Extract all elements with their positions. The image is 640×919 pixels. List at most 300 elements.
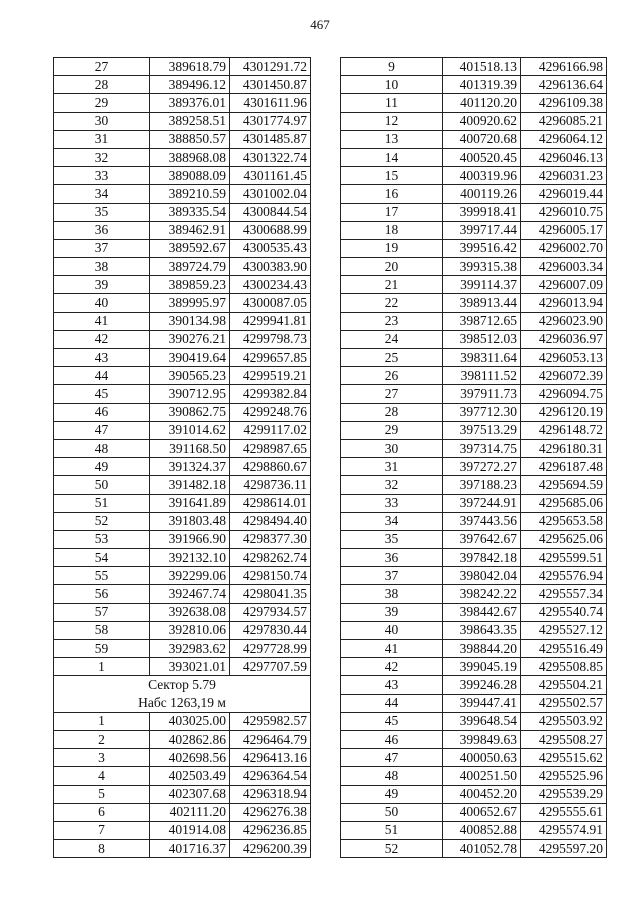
x-coordinate: 389496.12 [150,76,230,94]
table-row [341,148,607,166]
x-coordinate: 400050.63 [443,749,521,767]
point-number: 34 [54,185,150,203]
x-coordinate: 389462.91 [150,221,230,239]
y-coordinate: 4296064.12 [521,130,607,148]
table-row [54,821,311,839]
table-row [54,767,311,785]
y-coordinate: 4296136.64 [521,76,607,94]
point-number: 42 [341,658,443,676]
y-coordinate: 4295508.85 [521,658,607,676]
table-row [54,476,311,494]
table-row [54,403,311,421]
table-row [341,749,607,767]
point-number: 57 [54,603,150,621]
x-coordinate: 401914.08 [150,821,230,839]
y-coordinate: 4301291.72 [230,58,311,76]
y-coordinate: 4296464.79 [230,730,311,748]
table-row [54,221,311,239]
x-coordinate: 389335.54 [150,203,230,221]
y-coordinate: 4295540.74 [521,603,607,621]
table-row [341,167,607,185]
point-number: 6 [54,803,150,821]
y-coordinate: 4296085.21 [521,112,607,130]
table-row [341,458,607,476]
x-coordinate: 397513.29 [443,421,521,439]
y-coordinate: 4295516.49 [521,640,607,658]
point-number: 33 [54,167,150,185]
point-number: 48 [341,767,443,785]
point-number: 52 [54,512,150,530]
x-coordinate: 391641.89 [150,494,230,512]
x-coordinate: 397272.27 [443,458,521,476]
y-coordinate: 4297830.44 [230,621,311,639]
x-coordinate: 389995.97 [150,294,230,312]
y-coordinate: 4301322.74 [230,148,311,166]
table-row [341,803,607,821]
table-row [341,658,607,676]
table-row [341,349,607,367]
x-coordinate: 399045.19 [443,658,521,676]
table-row [54,112,311,130]
table-row [54,585,311,603]
table-row [54,439,311,457]
x-coordinate: 397642.67 [443,530,521,548]
table-row [54,94,311,112]
point-number: 41 [341,640,443,658]
table-row [341,712,607,730]
point-number: 47 [341,749,443,767]
point-number: 28 [54,76,150,94]
x-coordinate: 390134.98 [150,312,230,330]
table-row [341,676,607,694]
right-table-rows [341,58,607,858]
point-number: 7 [54,821,150,839]
point-number: 35 [54,203,150,221]
y-coordinate: 4296002.70 [521,239,607,257]
point-number: 54 [54,549,150,567]
x-coordinate: 398042.04 [443,567,521,585]
x-coordinate: 399849.63 [443,730,521,748]
y-coordinate: 4298614.01 [230,494,311,512]
y-coordinate: 4298494.40 [230,512,311,530]
point-number: 50 [54,476,150,494]
point-number: 20 [341,258,443,276]
table-row [341,239,607,257]
table-row [54,621,311,639]
y-coordinate: 4296120.19 [521,403,607,421]
y-coordinate: 4298041.35 [230,585,311,603]
table-row [341,821,607,839]
point-number: 56 [54,585,150,603]
x-coordinate: 390419.64 [150,349,230,367]
x-coordinate: 389618.79 [150,58,230,76]
point-number: 16 [341,185,443,203]
point-number: 46 [54,403,150,421]
point-number: 26 [341,367,443,385]
x-coordinate: 398643.35 [443,621,521,639]
x-coordinate: 390712.95 [150,385,230,403]
table-row [54,349,311,367]
y-coordinate: 4297728.99 [230,640,311,658]
y-coordinate: 4295557.34 [521,585,607,603]
table-row [341,530,607,548]
table-row [341,367,607,385]
table-row [54,640,311,658]
table-row [54,530,311,548]
table-row [341,385,607,403]
table-row [54,76,311,94]
point-number: 47 [54,421,150,439]
x-coordinate: 399447.41 [443,694,521,712]
point-number: 51 [341,821,443,839]
x-coordinate: 391966.90 [150,530,230,548]
point-number: 17 [341,203,443,221]
y-coordinate: 4296013.94 [521,294,607,312]
page-number: 467 [310,17,330,32]
y-coordinate: 4296010.75 [521,203,607,221]
point-number: 40 [341,621,443,639]
table-row [54,421,311,439]
table-row [341,112,607,130]
table-row [341,294,607,312]
x-coordinate: 399717.44 [443,221,521,239]
point-number: 24 [341,330,443,348]
x-coordinate: 398111.52 [443,367,521,385]
x-coordinate: 398844.20 [443,640,521,658]
table-row [341,603,607,621]
y-coordinate: 4295653.58 [521,512,607,530]
y-coordinate: 4297934.57 [230,603,311,621]
point-number: 35 [341,530,443,548]
y-coordinate: 4296276.38 [230,803,311,821]
point-number: 14 [341,148,443,166]
table-row [341,403,607,421]
x-coordinate: 402698.56 [150,749,230,767]
y-coordinate: 4296031.23 [521,167,607,185]
point-number: 8 [54,840,150,858]
y-coordinate: 4296036.97 [521,330,607,348]
x-coordinate: 400319.96 [443,167,521,185]
point-number: 23 [341,312,443,330]
y-coordinate: 4300688.99 [230,221,311,239]
table-row [54,148,311,166]
point-number: 43 [341,676,443,694]
table-row [341,276,607,294]
y-coordinate: 4299382.84 [230,385,311,403]
x-coordinate: 402307.68 [150,785,230,803]
point-number: 43 [54,349,150,367]
point-number: 21 [341,276,443,294]
x-coordinate: 400119.26 [443,185,521,203]
y-coordinate: 4295515.62 [521,749,607,767]
table-row [341,549,607,567]
point-number: 39 [341,603,443,621]
x-coordinate: 389724.79 [150,258,230,276]
x-coordinate: 390565.23 [150,367,230,385]
table-row [54,458,311,476]
point-number: 41 [54,312,150,330]
table-row [54,239,311,257]
point-number: 34 [341,512,443,530]
table-row [54,803,311,821]
point-number: 42 [54,330,150,348]
x-coordinate: 397188.23 [443,476,521,494]
table-row [341,767,607,785]
sector-header [54,676,311,712]
point-number: 5 [54,785,150,803]
x-coordinate: 400452.20 [443,785,521,803]
x-coordinate: 392299.06 [150,567,230,585]
point-number: 32 [341,476,443,494]
y-coordinate: 4295555.61 [521,803,607,821]
point-number: 37 [341,567,443,585]
table-row [54,840,311,858]
point-number: 25 [341,349,443,367]
y-coordinate: 4301611.96 [230,94,311,112]
point-number: 33 [341,494,443,512]
x-coordinate: 400720.68 [443,130,521,148]
table-row [341,840,607,858]
sector-title: Сектор 5.79 [54,676,311,694]
x-coordinate: 400920.62 [443,112,521,130]
x-coordinate: 397911.73 [443,385,521,403]
y-coordinate: 4295576.94 [521,567,607,585]
x-coordinate: 400251.50 [443,767,521,785]
x-coordinate: 401518.13 [443,58,521,76]
point-number: 44 [341,694,443,712]
y-coordinate: 4296023.90 [521,312,607,330]
point-number: 38 [341,585,443,603]
y-coordinate: 4298987.65 [230,439,311,457]
x-coordinate: 389592.67 [150,239,230,257]
y-coordinate: 4296072.39 [521,367,607,385]
table-row [341,512,607,530]
x-coordinate: 400852.88 [443,821,521,839]
x-coordinate: 389088.09 [150,167,230,185]
y-coordinate: 4296005.17 [521,221,607,239]
x-coordinate: 391482.18 [150,476,230,494]
point-number: 46 [341,730,443,748]
x-coordinate: 398311.64 [443,349,521,367]
table-row [341,585,607,603]
point-number: 19 [341,239,443,257]
y-coordinate: 4301774.97 [230,112,311,130]
point-number: 32 [54,148,150,166]
table-row [54,385,311,403]
y-coordinate: 4295599.51 [521,549,607,567]
point-number: 4 [54,767,150,785]
x-coordinate: 390862.75 [150,403,230,421]
table-row [54,203,311,221]
table-row [54,512,311,530]
point-number: 28 [341,403,443,421]
point-number: 30 [341,439,443,457]
table-row [341,185,607,203]
y-coordinate: 4299941.81 [230,312,311,330]
y-coordinate: 4301161.45 [230,167,311,185]
point-number: 50 [341,803,443,821]
left-table-rows-before [54,58,311,676]
y-coordinate: 4295625.06 [521,530,607,548]
y-coordinate: 4300087.05 [230,294,311,312]
table-row [341,221,607,239]
x-coordinate: 401716.37 [150,840,230,858]
y-coordinate: 4295504.21 [521,676,607,694]
table-row [54,567,311,585]
left-coordinates-table [53,57,311,858]
x-coordinate: 402862.86 [150,730,230,748]
y-coordinate: 4296007.09 [521,276,607,294]
x-coordinate: 392132.10 [150,549,230,567]
point-number: 36 [341,549,443,567]
table-row [341,567,607,585]
table-row [341,621,607,639]
x-coordinate: 401319.39 [443,76,521,94]
x-coordinate: 393021.01 [150,658,230,676]
y-coordinate: 4296180.31 [521,439,607,457]
point-number: 37 [54,239,150,257]
x-coordinate: 398512.03 [443,330,521,348]
point-number: 18 [341,221,443,239]
point-number: 12 [341,112,443,130]
x-coordinate: 388850.57 [150,130,230,148]
y-coordinate: 4296318.94 [230,785,311,803]
x-coordinate: 392983.62 [150,640,230,658]
point-number: 58 [54,621,150,639]
y-coordinate: 4296109.38 [521,94,607,112]
point-number: 29 [341,421,443,439]
x-coordinate: 398442.67 [443,603,521,621]
point-number: 59 [54,640,150,658]
point-number: 39 [54,276,150,294]
y-coordinate: 4296148.72 [521,421,607,439]
x-coordinate: 389376.01 [150,94,230,112]
y-coordinate: 4299248.76 [230,403,311,421]
x-coordinate: 392467.74 [150,585,230,603]
y-coordinate: 4295694.59 [521,476,607,494]
x-coordinate: 399648.54 [443,712,521,730]
y-coordinate: 4296094.75 [521,385,607,403]
y-coordinate: 4295685.06 [521,494,607,512]
y-coordinate: 4295508.27 [521,730,607,748]
table-row [341,694,607,712]
table-row [54,785,311,803]
table-row [54,712,311,730]
point-number: 10 [341,76,443,94]
table-row [54,730,311,748]
x-coordinate: 403025.00 [150,712,230,730]
x-coordinate: 397244.91 [443,494,521,512]
y-coordinate: 4295525.96 [521,767,607,785]
table-row [54,658,311,676]
x-coordinate: 391803.48 [150,512,230,530]
table-row [341,785,607,803]
y-coordinate: 4299657.85 [230,349,311,367]
table-row [54,749,311,767]
point-number: 29 [54,94,150,112]
x-coordinate: 397314.75 [443,439,521,457]
point-number: 3 [54,749,150,767]
y-coordinate: 4301002.04 [230,185,311,203]
y-coordinate: 4296187.48 [521,458,607,476]
point-number: 9 [341,58,443,76]
point-number: 53 [54,530,150,548]
x-coordinate: 392810.06 [150,621,230,639]
y-coordinate: 4301450.87 [230,76,311,94]
y-coordinate: 4298262.74 [230,549,311,567]
table-row [54,258,311,276]
x-coordinate: 391168.50 [150,439,230,457]
table-row [341,312,607,330]
y-coordinate: 4295502.57 [521,694,607,712]
point-number: 49 [341,785,443,803]
table-row [341,94,607,112]
y-coordinate: 4296200.39 [230,840,311,858]
x-coordinate: 389859.23 [150,276,230,294]
x-coordinate: 400652.67 [443,803,521,821]
y-coordinate: 4298377.30 [230,530,311,548]
x-coordinate: 398712.65 [443,312,521,330]
point-number: 31 [341,458,443,476]
point-number: 2 [54,730,150,748]
y-coordinate: 4298860.67 [230,458,311,476]
right-coordinates-table [340,57,607,858]
x-coordinate: 397842.18 [443,549,521,567]
table-row [341,494,607,512]
y-coordinate: 4296166.98 [521,58,607,76]
table-row [341,58,607,76]
x-coordinate: 392638.08 [150,603,230,621]
x-coordinate: 401052.78 [443,840,521,858]
point-number: 1 [54,658,150,676]
y-coordinate: 4296236.85 [230,821,311,839]
y-coordinate: 4295982.57 [230,712,311,730]
y-coordinate: 4300844.54 [230,203,311,221]
table-row [341,330,607,348]
x-coordinate: 390276.21 [150,330,230,348]
y-coordinate: 4296003.34 [521,258,607,276]
table-row [54,276,311,294]
y-coordinate: 4300234.43 [230,276,311,294]
x-coordinate: 400520.45 [443,148,521,166]
y-coordinate: 4296046.13 [521,148,607,166]
x-coordinate: 398242.22 [443,585,521,603]
table-row [54,185,311,203]
y-coordinate: 4296019.44 [521,185,607,203]
y-coordinate: 4297707.59 [230,658,311,676]
x-coordinate: 389210.59 [150,185,230,203]
table-row [341,730,607,748]
sector-length-row [54,694,311,712]
point-number: 27 [54,58,150,76]
table-row [54,294,311,312]
point-number: 1 [54,712,150,730]
y-coordinate: 4295597.20 [521,840,607,858]
point-number: 30 [54,112,150,130]
table-row [54,130,311,148]
point-number: 55 [54,567,150,585]
point-number: 38 [54,258,150,276]
x-coordinate: 397443.56 [443,512,521,530]
x-coordinate: 398913.44 [443,294,521,312]
table-row [54,330,311,348]
y-coordinate: 4299798.73 [230,330,311,348]
x-coordinate: 391014.62 [150,421,230,439]
x-coordinate: 401120.20 [443,94,521,112]
table-row [54,58,311,76]
table-row [341,258,607,276]
left-table-rows-after [54,712,311,858]
